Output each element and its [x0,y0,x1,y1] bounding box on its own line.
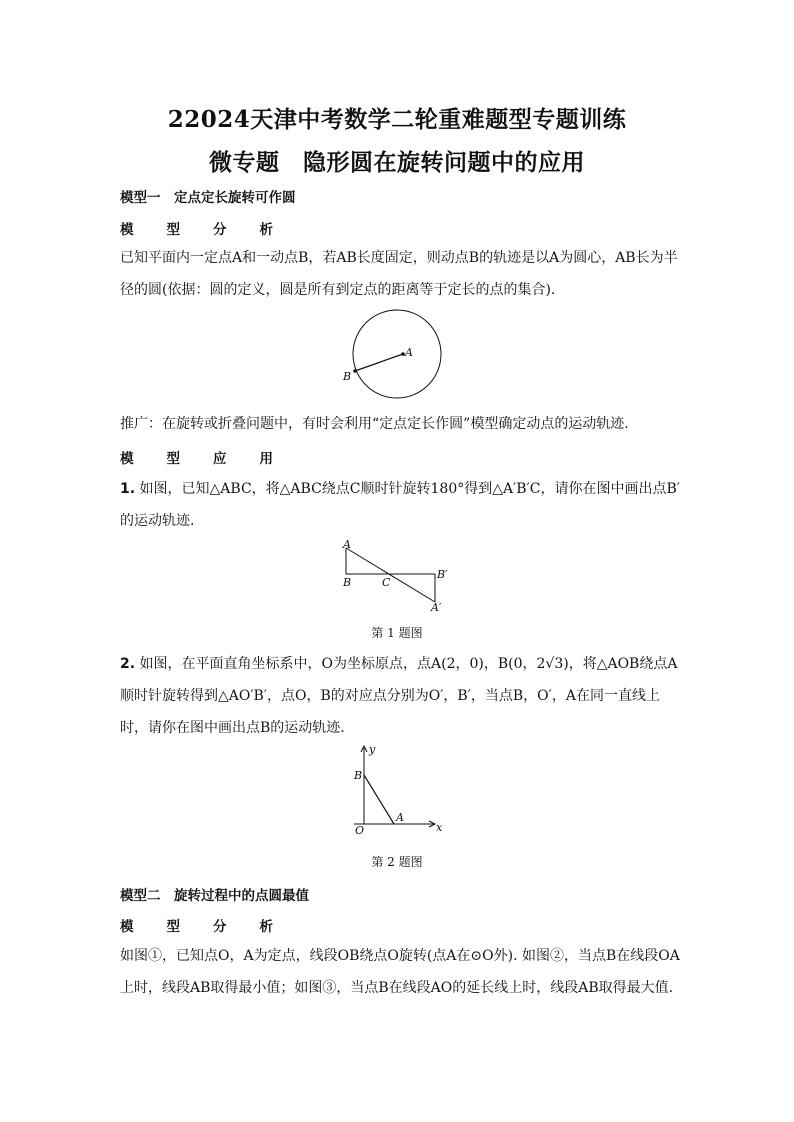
q1-label-b: B [343,576,352,589]
q2-label-b: B [354,769,363,782]
model2-analysis-text: 如图①，已知点O，A为定点，线段OB绕点O旋转(点A在⊙O外). 如图②，当点B在线段OA上时，线段AB取得最小值；如图③，当点B在线段AO的延长线上时，线段AB取得最大值. [120,948,680,996]
document-title: 22024天津中考数学二轮重难题型专题训练 [167,106,627,133]
question-1 [120,473,680,537]
model1-application-heading: 模型应用 [120,451,306,467]
model2-heading: 模型二 旋转过程中的点圆最值 [120,888,309,904]
model1-heading: 模型一 定点定长旋转可作圆 [120,190,296,206]
question-1-text: 如图，已知△ABC，将△ABC绕点C顺时针旋转180°得到△A′B′C，请你在图中画出点B′的运动轨迹. [120,481,680,529]
document-subtitle: 微专题 隐形圆在旋转问题中的应用 [209,149,585,176]
q2-label-a: A [396,811,404,824]
question-1-caption: 第 1 题图 [371,626,423,640]
question-2 [120,648,680,744]
circle-label-a: A [405,346,413,359]
model1-analysis-text: 已知平面内一定点A和一动点B，若AB长度固定，则动点B的轨迹是以A为圆心，AB长为半径的圆(依据：圆的定义，圆是所有到定点的距离等于定长的点的集合). [120,250,678,298]
q2-label-x: x [436,821,443,834]
q1-label-b-prime: B′ [437,568,448,581]
circle-label-b: B [343,370,352,383]
model2-analysis-heading: 模型分析 [120,919,306,935]
question-1-figure [338,538,458,614]
circle-figure [340,300,450,400]
model1-extension: 推广：在旋转或折叠问题中，有时会利用“定点定长作圆”模型确定动点的运动轨迹. [120,416,629,432]
model1-analysis-heading: 模型分析 [120,222,306,238]
question-2-caption: 第 2 题图 [371,855,423,869]
question-1-number: 1. [120,481,136,497]
question-2-number: 2. [120,656,136,672]
question-2-figure [340,742,450,838]
q1-label-a: A [343,538,351,551]
question-2-text: 如图，在平面直角坐标系中，O为坐标原点，点A(2，0)，B(0，2√3)，将△AOB绕点A顺时针旋转得到△AO′B′，点O，B的对应点分别为O′，B′，当点B，O′，A在同一直线上时，请你在图中画出点B的运动轨迹. [120,656,678,736]
q1-label-a-prime: A′ [431,601,442,614]
q2-label-o: O [355,824,365,837]
q2-label-y: y [369,743,376,756]
q1-label-c: C [382,576,391,589]
